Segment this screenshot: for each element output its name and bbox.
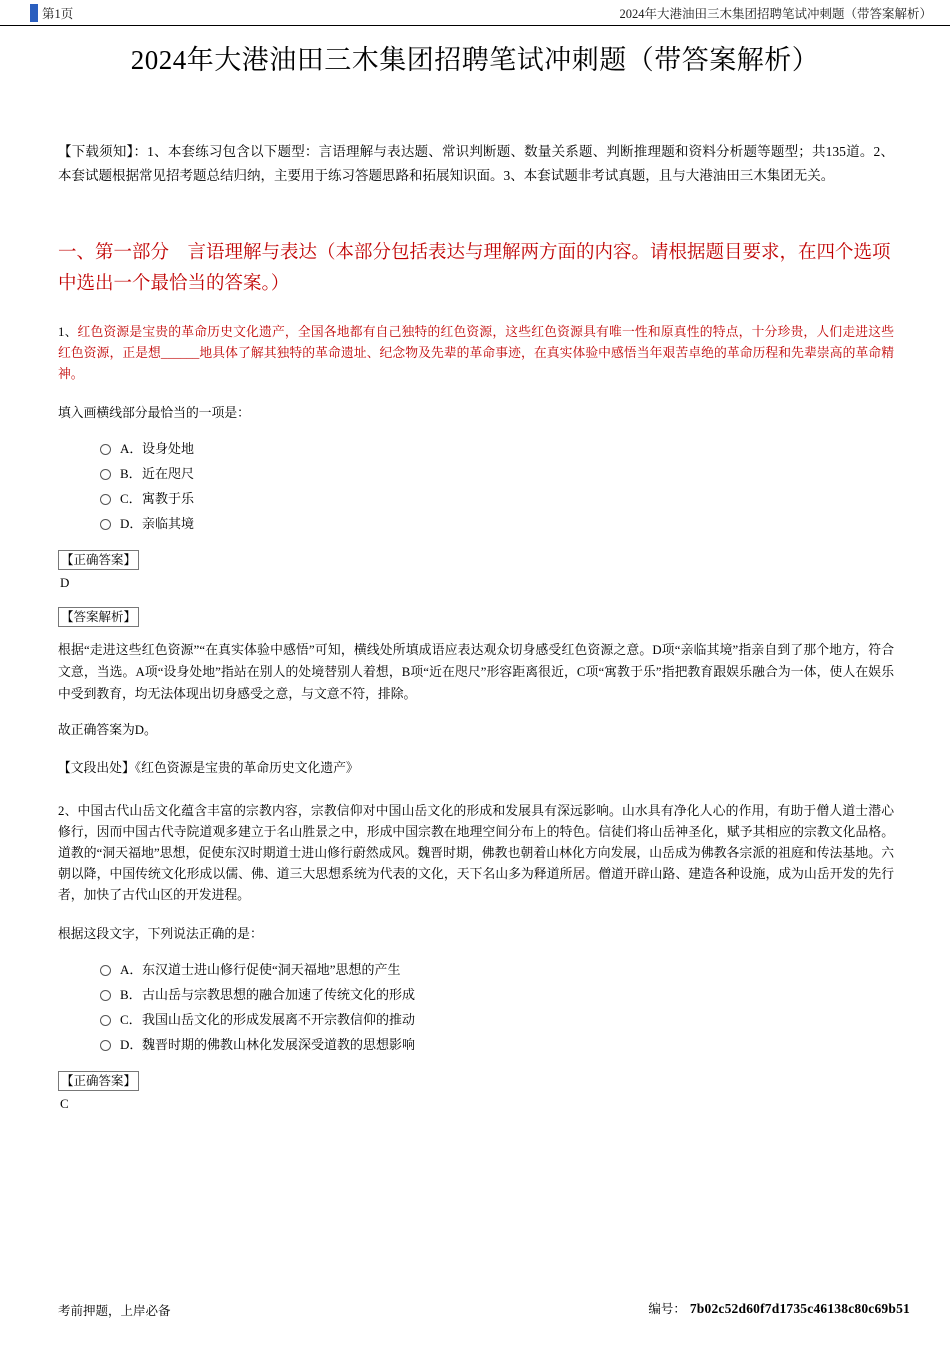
option-item-c[interactable]	[100, 486, 894, 511]
option-letter: A．	[120, 441, 143, 456]
option-label: 东汉道士进山修行促使“洞天福地”思想的产生	[142, 962, 401, 977]
header-divider	[0, 25, 950, 26]
option-letter: B．	[120, 466, 142, 481]
footer-code-value: 7b02c52d60f7d1735c46138c80c69b51	[689, 1301, 910, 1316]
option-letter: D．	[120, 516, 143, 531]
option-label: 古山岳与宗教思想的融合加速了传统文化的形成	[142, 987, 416, 1002]
option-item-c[interactable]	[100, 1007, 894, 1032]
radio-icon[interactable]	[100, 494, 111, 505]
question-text: 中国古代山岳文化蕴含丰富的宗教内容，宗教信仰对中国山岳文化的形成和发展具有深远影响。山水具有净化人心的作用，有助于僧人道士潜心修行，因而中国古代寺院道观多建立于名山胜景之中，形成中国宗教在地理空间分布上的特色。信徒们将山岳神圣化，赋予其相应的宗教文化品格。道教的“洞天福地”思想，促使东汉时期道士进山修行蔚然成风。魏晋时期，佛教也朝着山林化方向发展，山岳成为佛教各宗派的祖庭和传法基地。六朝以降，中国传统文化形成以儒、佛、道三大思想系统为代表的文化，天下名山多为释道所居。僧道开辟山路、建造各种设施，成为山岳开发的先行者，加快了古代山区的开发进程。	[58, 804, 894, 902]
correct-answer-label: 【正确答案】	[58, 1071, 139, 1091]
option-item-a[interactable]	[100, 436, 894, 461]
radio-icon[interactable]	[100, 1040, 111, 1051]
radio-icon[interactable]	[100, 1015, 111, 1026]
option-letter: B．	[120, 987, 142, 1002]
page-header	[0, 0, 950, 26]
correct-answer-label: 【正确答案】	[58, 550, 139, 570]
answer-explanation-label: 【答案解析】	[58, 607, 139, 627]
question-block	[58, 322, 894, 779]
question-prompt: 根据这段文字，下列说法正确的是：	[58, 927, 263, 941]
footer-code-group	[648, 1299, 910, 1317]
question-number: 2、	[58, 804, 78, 818]
option-item-d[interactable]	[100, 511, 894, 536]
question-prompt: 填入画横线部分最恰当的一项是：	[58, 406, 250, 420]
option-letter: A．	[120, 962, 143, 977]
option-label: 魏晋时期的佛教山林化发展深受道教的思想影响	[142, 1037, 416, 1052]
option-label: 亲临其境	[142, 516, 195, 531]
question-stem	[58, 801, 894, 906]
footer-slogan: 考前押题，上岸必备	[58, 1304, 171, 1318]
page-title: 2024年大港油田三木集团招聘笔试冲刺题（带答案解析）	[130, 45, 820, 75]
document-body	[58, 140, 894, 1114]
option-list	[100, 436, 894, 536]
radio-icon[interactable]	[100, 519, 111, 530]
correct-answer-value: D	[60, 575, 70, 590]
option-letter: C．	[120, 491, 142, 506]
correct-answer-value: C	[60, 1096, 69, 1111]
answer-explanation-text: 根据“走进这些红色资源”“在真实体验中感悟”可知，横线处所填成语应表达观众切身感受红色资源之意。D项“亲临其境”指亲自到了那个地方，符合文意，当选。A项“设身处地”指站在别人的处境替别人着想，B项“近在咫尺”形容距离很近，C项“寓教于乐”指把教育跟娱乐融合为一体，使人在娱乐中受到教育，均无法体现出切身感受之意，与文意不符，排除。	[58, 643, 894, 701]
option-label: 设身处地	[142, 441, 195, 456]
page-footer	[0, 1299, 950, 1323]
answer-conclusion-text: 故正确答案为D。	[58, 723, 157, 737]
footer-code-label: 编号：	[648, 1302, 686, 1316]
option-item-d[interactable]	[100, 1032, 894, 1057]
radio-icon[interactable]	[100, 469, 111, 480]
option-label: 寓教于乐	[142, 491, 195, 506]
radio-icon[interactable]	[100, 990, 111, 1001]
option-item-b[interactable]	[100, 461, 894, 486]
header-accent-bar	[30, 4, 38, 22]
page-number-label: 第1页	[42, 7, 74, 21]
option-letter: C．	[120, 1012, 142, 1027]
option-label: 近在咫尺	[142, 466, 195, 481]
header-document-title: 2024年大港油田三木集团招聘笔试冲刺题（带答案解析）	[619, 7, 932, 21]
radio-icon[interactable]	[100, 444, 111, 455]
option-item-a[interactable]	[100, 957, 894, 982]
question-text: 红色资源是宝贵的革命历史文化遗产，全国各地都有自己独特的红色资源，这些红色资源具有唯一性和原真性的特点，十分珍贵，人们走进这些红色资源，正是想______地具体了解其独特的革命遗址、纪念物及先辈的革命事迹，在真实体验中感悟当年艰苦卓绝的革命历程和先辈崇高的革命精神。	[58, 325, 894, 381]
passage-source: 【文段出处】《红色资源是宝贵的革命历史文化遗产》	[58, 761, 359, 775]
radio-icon[interactable]	[100, 965, 111, 976]
question-block	[58, 801, 894, 1114]
option-list	[100, 957, 894, 1057]
question-number: 1、	[58, 325, 78, 339]
section-heading: 一、第一部分 言语理解与表达（本部分包括表达与理解两方面的内容。请根据题目要求，在四个选项中选出一个最恰当的答案。）	[58, 243, 891, 294]
option-item-b[interactable]	[100, 982, 894, 1007]
option-letter: D．	[120, 1037, 143, 1052]
download-notice: 【下载须知】：1、本套练习包含以下题型：言语理解与表达题、常识判断题、数量关系题、判断推理题和资料分析题等题型；共135道。2、本套试题根据常见招考题总结归纳，主要用于练习答题思路和拓展知识面。3、本套试题非考试真题，且与大港油田三木集团无关。	[58, 144, 894, 183]
question-stem	[58, 322, 894, 385]
option-label: 我国山岳文化的形成发展离不开宗教信仰的推动	[142, 1012, 416, 1027]
